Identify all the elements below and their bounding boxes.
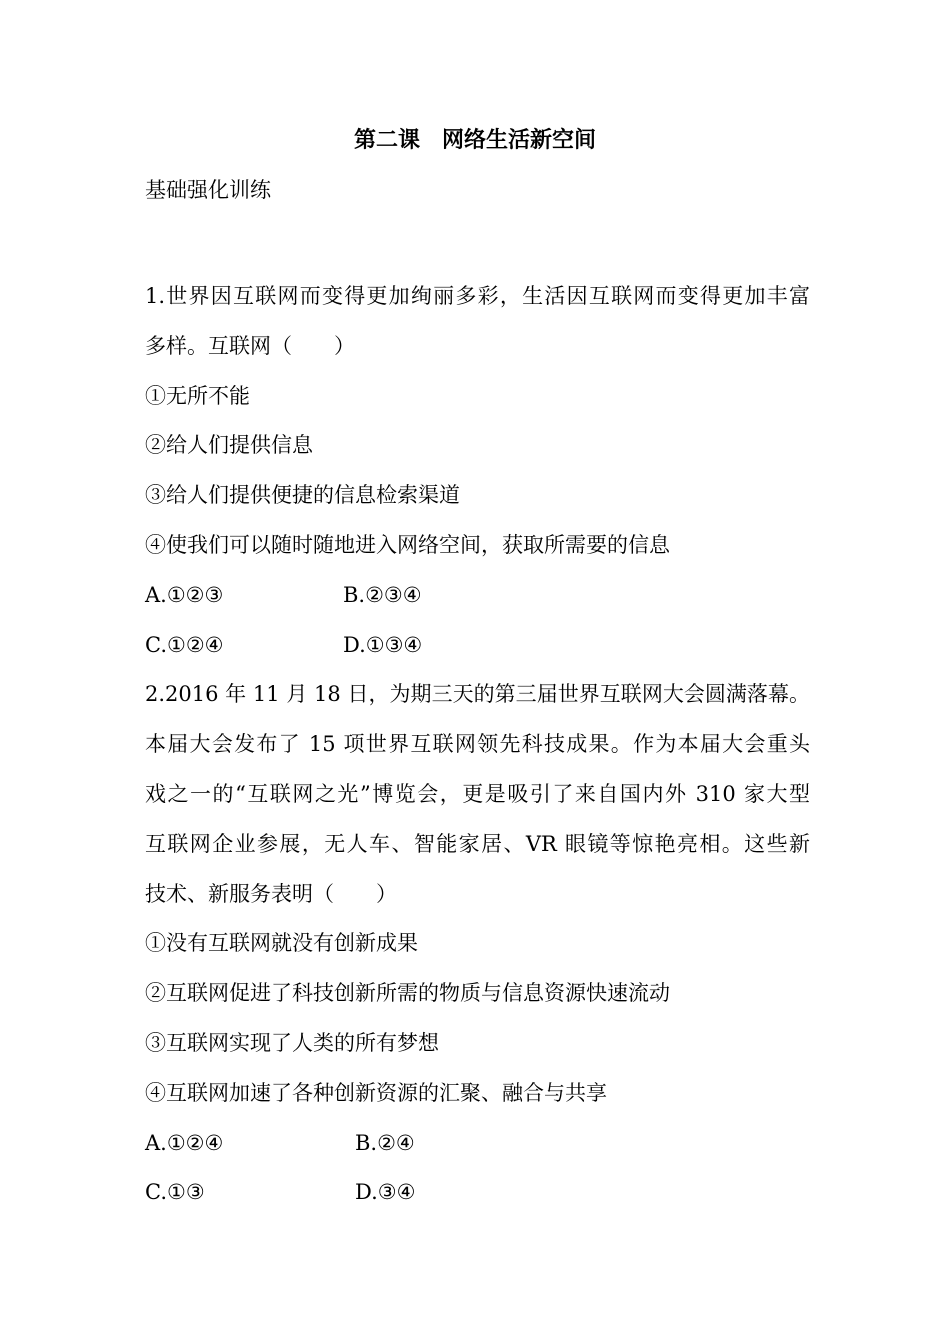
question-2-item-3: ③互联网实现了人类的所有梦想 [145,1030,439,1055]
question-1-options-row-1 [145,571,810,621]
question-1-item-4: ④使我们可以随时随地进入网络空间，获取所需要的信息 [145,532,670,557]
section-heading: 基础强化训练 [145,178,271,202]
question-2-stem-line-1: 2.2016 年 11 月 18 日，为期三天的第三届世界互联网大会圆满落幕。 [145,682,810,707]
question-2-options-row-2 [145,1168,810,1218]
question-1-options-row-2 [145,621,810,671]
question-1-option-d: D.①③④ [343,632,423,657]
question-2-option-d: D.③④ [355,1180,416,1205]
question-1-option-b: B.②③④ [343,582,422,607]
question-1-item-1: ①无所不能 [145,383,250,408]
question-1-item-2: ②给人们提供信息 [145,433,313,458]
question-1-option-a: A.①②③ [145,582,224,607]
question-1-option-c: C.①②④ [145,632,224,657]
question-2-options-row-1 [145,1119,810,1169]
question-1 [145,272,810,670]
question-2-stem-line-2: 本届大会发布了 15 项世界互联网领先科技成果。作为本届大会重头 [145,732,810,757]
question-content [145,272,810,1218]
question-1-stem-line-2: 多样。互联网（ ） [145,333,355,358]
question-2-item-4: ④互联网加速了各种创新资源的汇聚、融合与共享 [145,1080,607,1105]
question-2-item-1: ①没有互联网就没有创新成果 [145,931,418,956]
question-2-stem-line-5: 技术、新服务表明（ ） [145,881,397,906]
question-1-stem-line-1: 1.世界因互联网而变得更加绚丽多彩，生活因互联网而变得更加丰富 [145,284,810,308]
question-2-stem-line-4: 互联网企业参展，无人车、智能家居、VR 眼镜等惊艳亮相。这些新 [145,831,810,856]
page-title: 第二课 网络生活新空间 [353,127,596,153]
question-2-option-a: A.①②④ [145,1130,224,1155]
question-1-item-3: ③给人们提供便捷的信息检索渠道 [145,483,460,508]
question-2-item-2: ②互联网促进了科技创新所需的物质与信息资源快速流动 [145,981,670,1006]
question-2-option-c: C.①③ [145,1180,205,1205]
question-2 [145,670,810,1218]
question-2-stem-line-3: 戏之一的“互联网之光”博览会，更是吸引了来自国内外 310 家大型 [145,781,810,806]
question-2-option-b: B.②④ [355,1130,415,1155]
